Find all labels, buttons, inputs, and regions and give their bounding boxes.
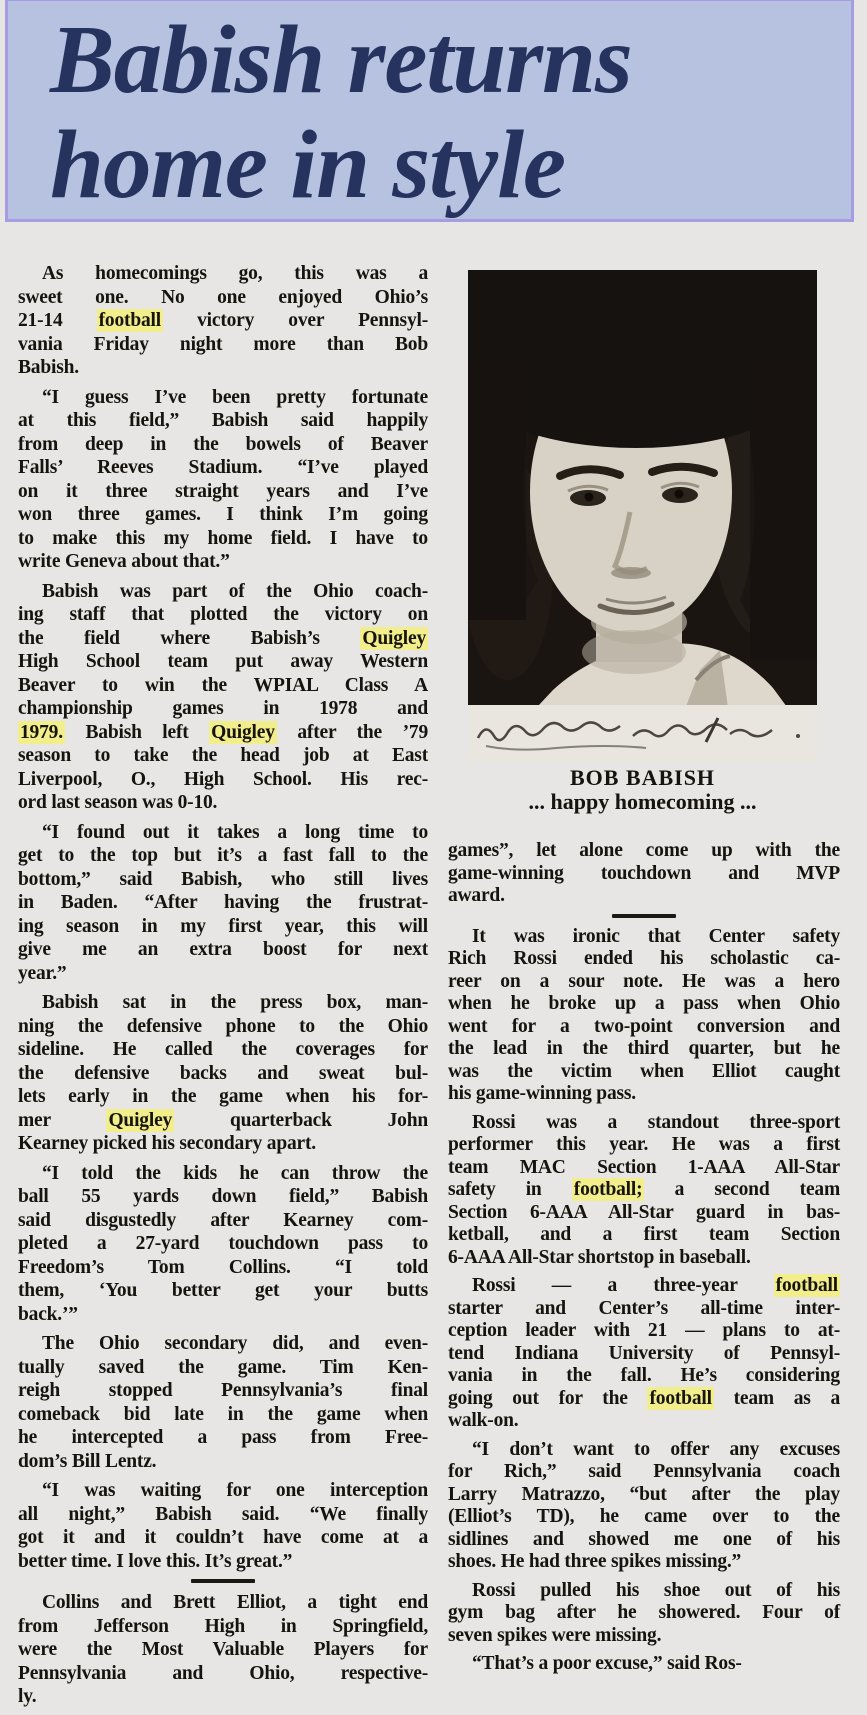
text-line: tend Indiana University of Pennsyl- <box>448 1342 840 1364</box>
text-line: award. <box>448 885 505 906</box>
text-line: “I don’t want to offer any excuses <box>472 1438 840 1460</box>
article-right-text <box>448 840 840 1676</box>
text-line: Pennsylvania and Ohio, respective- <box>18 1662 428 1684</box>
photo-caption-sub: ... happy homecoming ... <box>528 789 757 814</box>
text-line: The Ohio secondary did, and even- <box>42 1333 428 1354</box>
text-line: ing season in my first year, this will <box>18 915 428 937</box>
text-line: ball 55 yards down field,” Babish <box>18 1186 428 1207</box>
article-column-right <box>448 262 840 1682</box>
text-line: Babish. <box>18 357 79 378</box>
text-line: better time. I love this. It’s great.” <box>18 1550 293 1572</box>
text-line: his game-winning pass. <box>448 1083 636 1104</box>
text-line: were the Most Valuable Players for <box>18 1639 428 1660</box>
text-line: went for a two-point conversion and <box>448 1015 840 1037</box>
paragraph <box>18 1332 428 1473</box>
text-line: reer on a sour note. He was a hero <box>448 970 840 992</box>
highlighted-term: Quigley <box>362 627 426 649</box>
text-line: got it and it couldn’t have come at a <box>18 1527 428 1548</box>
text-line: when he broke up a pass when Ohio <box>448 993 840 1014</box>
text-line: get to the top but it’s a fast fall to the <box>18 845 428 866</box>
text-line: give me an extra boost for next <box>18 939 428 960</box>
text-line: from deep in the bowels of Beaver <box>18 433 428 455</box>
text-line: bottom,” said Babish, who still lives <box>18 868 428 890</box>
text-line: Freedom’s Tom Collins. “I told <box>18 1256 428 1278</box>
text-line: Collins and Brett Elliot, a tight end <box>42 1592 428 1613</box>
highlighted-term: Quigley <box>108 1109 173 1131</box>
text-line: pleted a 27-yard touchdown pass to <box>18 1233 428 1254</box>
text-line: Liverpool, O., High School. His rec- <box>18 768 428 790</box>
text-line: he intercepted a pass from Free- <box>18 1427 428 1448</box>
text-line: write Geneva about that.” <box>18 551 230 572</box>
text-line: back.’” <box>18 1303 78 1325</box>
text-line: to make this my home field. I have to <box>18 527 428 549</box>
headline-line-2: home in style <box>50 111 566 218</box>
highlighted-term: football <box>98 310 161 331</box>
paragraph <box>448 1439 840 1574</box>
text-line: vania Friday night more than Bob <box>18 333 428 355</box>
highlighted-term: Quigley <box>211 721 275 743</box>
text-line: sweet one. No one enjoyed Ohio’s <box>18 286 428 308</box>
text-line: 21-14 football victory over Pennsyl- <box>18 310 429 331</box>
headline-box <box>5 0 854 222</box>
paragraph <box>18 386 428 574</box>
text-line: them, ‘You better get your butts <box>18 1280 428 1301</box>
paragraph <box>448 926 840 1106</box>
highlighted-term: football <box>649 1387 712 1409</box>
text-line: from Jefferson High in Springfield, <box>18 1615 428 1637</box>
text-line: Rossi was a standout three-sport <box>472 1111 840 1133</box>
text-line: reigh stopped Pennsylvania’s final <box>18 1380 428 1401</box>
text-line: “I told the kids he can throw the <box>42 1162 428 1184</box>
paragraph <box>18 821 428 986</box>
text-line: championship games in 1978 and <box>18 698 428 719</box>
text-line: Babish was part of the Ohio coach- <box>42 580 428 602</box>
text-line: game-winning touchdown and MVP <box>448 862 840 884</box>
text-line: performer this year. He was a first <box>448 1134 840 1155</box>
text-line: all night,” Babish said. “We finally <box>18 1503 428 1525</box>
text-line: seven spikes were missing. <box>448 1624 662 1646</box>
text-line: vania in the fall. He’s considering <box>448 1365 840 1386</box>
text-line: games”, let alone come up with the <box>448 840 840 861</box>
text-line: the lead in the third quarter, but he <box>448 1038 840 1059</box>
text-line: year.” <box>18 962 67 984</box>
paragraph <box>18 1591 428 1709</box>
text-line: team MAC Section 1-AAA All-Star <box>448 1156 840 1178</box>
text-line: “I guess I’ve been pretty fortunate <box>42 386 428 408</box>
text-line: walk-on. <box>448 1410 519 1431</box>
highlighted-term: football; <box>573 1179 643 1200</box>
text-line: won three games. I think I’m going <box>18 504 428 525</box>
portrait-photo <box>468 270 817 762</box>
text-line: “I found out it takes a long time to <box>42 821 428 843</box>
highlighted-term: 1979. <box>20 721 63 743</box>
text-line: on it three straight years and I’ve <box>18 480 428 502</box>
text-line: ception leader with 21 — plans to at- <box>448 1320 840 1341</box>
paragraph <box>18 1162 428 1327</box>
paragraph <box>448 1112 840 1270</box>
text-line: dom’s Bill Lentz. <box>18 1450 157 1472</box>
text-line: going out for the football team as a <box>448 1387 840 1409</box>
text-line: tually saved the game. Tim Ken- <box>18 1356 428 1378</box>
text-line: lets early in the game when his for- <box>18 1086 428 1107</box>
text-line: It was ironic that Center safety <box>472 925 840 947</box>
photo-bob-babish <box>468 270 817 762</box>
text-line: the defensive backs and sweat bul- <box>18 1062 428 1084</box>
text-line: 6-AAA All-Star shortstop in baseball. <box>448 1246 751 1268</box>
text-line: Kearney picked his secondary apart. <box>18 1133 316 1154</box>
text-line: (Elliot’s TD), he came over to the <box>448 1506 840 1527</box>
text-line: ord last season was 0-10. <box>18 792 218 813</box>
text-line: “That’s a poor excuse,” said Ros- <box>472 1653 742 1674</box>
section-divider <box>612 914 676 918</box>
text-line: “I was waiting for one interception <box>42 1480 428 1501</box>
text-line: mer Quigley quarterback John <box>18 1109 428 1131</box>
text-line: 1979. Babish left Quigley after the ’79 <box>20 721 428 743</box>
text-line: ing staff that plotted the victory on <box>18 604 428 625</box>
photo-caption-name: BOB BABISH <box>569 765 716 790</box>
text-line: safety in football; a second team <box>448 1179 840 1200</box>
paragraph <box>18 580 428 815</box>
text-line: ketball, and a first team Section <box>448 1224 840 1245</box>
text-line: ning the defensive phone to the Ohio <box>18 1015 428 1037</box>
photo-caption <box>468 766 817 814</box>
text-line: in Baden. “After having the frustrat- <box>18 892 428 913</box>
text-line: As homecomings go, this was a <box>42 263 428 284</box>
text-line: at this field,” Babish said happily <box>18 410 428 431</box>
article-column-left <box>18 262 428 1715</box>
paragraph <box>448 1275 840 1433</box>
text-line: shoes. He had three spikes missing.” <box>448 1551 742 1572</box>
text-line: Rossi — a three-year football <box>472 1275 838 1296</box>
paragraph <box>18 262 428 380</box>
text-line: the field where Babish’s Quigley <box>18 627 426 649</box>
text-line: Rossi pulled his shoe out of his <box>472 1579 840 1601</box>
paragraph <box>448 1653 840 1676</box>
text-line: Falls’ Reeves Stadium. “I’ve played <box>18 457 428 478</box>
text-line: was the victim when Elliot caught <box>448 1060 840 1082</box>
paragraph <box>18 1479 428 1573</box>
text-line: Babish sat in the press box, man- <box>42 992 428 1013</box>
text-line: said disgustedly after Kearney com- <box>18 1209 428 1231</box>
text-line: Rich Rossi ended his scholastic ca- <box>448 948 840 969</box>
text-line: sideline. He called the coverages for <box>18 1039 428 1060</box>
paragraph <box>18 991 428 1156</box>
headline-line-1: Babish returns <box>50 6 632 113</box>
text-line: High School team put away Western <box>18 651 428 672</box>
text-line: gym bag after he showered. Four of <box>448 1602 840 1623</box>
text-line: Beaver to win the WPIAL Class A <box>18 674 428 696</box>
paragraph <box>448 1580 840 1648</box>
section-divider <box>191 1579 255 1583</box>
text-line: comeback bid late in the game when <box>18 1403 428 1425</box>
paragraph <box>448 840 840 908</box>
text-line: season to take the head job at East <box>18 745 428 766</box>
highlighted-term: football <box>775 1275 838 1296</box>
text-line: Section 6-AAA All-Star guard in bas- <box>448 1201 840 1223</box>
text-line: starter and Center’s all-time inter- <box>448 1297 840 1319</box>
text-line: ly. <box>18 1686 37 1707</box>
text-line: sidlines and showed me one of his <box>448 1528 840 1550</box>
text-line: for Rich,” said Pennsylvania coach <box>448 1461 840 1482</box>
text-line: Larry Matrazzo, “but after the play <box>448 1483 840 1505</box>
